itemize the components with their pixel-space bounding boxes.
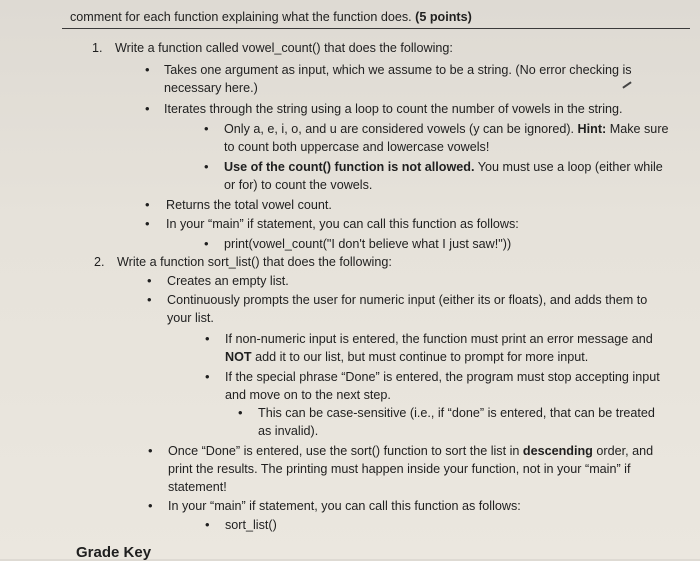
item2-bullet3-plain: Once “Done” is entered, use the sort() function to sort the list in bbox=[168, 444, 520, 458]
item2-sub1-line2 bbox=[225, 349, 588, 365]
item1-sub2-line1 bbox=[224, 159, 663, 175]
item1-title: Write a function called vowel_count() that does the following: bbox=[115, 41, 453, 55]
item1-bullet3: Returns the total vowel count. bbox=[166, 198, 332, 212]
item2-sub1-not: NOT bbox=[225, 350, 252, 364]
item1-sub1-line2: to count both uppercase and lowercase vowels! bbox=[224, 140, 490, 154]
item2-bullet1: Creates an empty list. bbox=[167, 274, 289, 288]
item2-code: sort_list() bbox=[225, 518, 277, 532]
item1-bullet1-line1: Takes one argument as input, which we assume to be a string. (No error checking is bbox=[164, 63, 632, 77]
item1-bullet2: Iterates through the string using a loop to count the number of vowels in the string. bbox=[164, 102, 623, 116]
bullet-icon: • bbox=[148, 443, 153, 458]
item2-bullet3-tail: order, and bbox=[596, 444, 654, 458]
item2-tertiary-line2: as invalid). bbox=[258, 424, 319, 438]
item2-number: 2. bbox=[94, 255, 105, 269]
header-text bbox=[70, 9, 472, 25]
item2-title: Write a function sort_list() that does the following: bbox=[117, 255, 392, 269]
bullet-icon: • bbox=[147, 292, 152, 307]
bullet-icon: • bbox=[145, 101, 150, 116]
item2-bullet3-line2: print the results. The printing must happen inside your function, not in your “main” if bbox=[168, 462, 631, 476]
item2-bullet4: In your “main” if statement, you can call this function as follows: bbox=[168, 499, 521, 513]
item1-sub1-line1 bbox=[224, 121, 669, 137]
bullet-icon: • bbox=[204, 236, 209, 251]
bullet-icon: • bbox=[145, 62, 150, 77]
item1-sub2-bold: Use of the count() function is not allowed. bbox=[224, 160, 475, 174]
pen-mark-icon bbox=[622, 81, 631, 88]
bullet-icon: • bbox=[145, 216, 150, 231]
item1-sub1-hint: Hint: bbox=[577, 122, 607, 136]
bullet-icon: • bbox=[145, 197, 150, 212]
bullet-icon: • bbox=[204, 121, 209, 136]
item2-sub1-line1: If non-numeric input is entered, the function must print an error message and bbox=[225, 332, 653, 346]
header-points: (5 points) bbox=[415, 10, 472, 24]
item2-bullet2-line2: your list. bbox=[167, 311, 214, 325]
item1-sub2-tail: You must use a loop (either while bbox=[477, 160, 663, 174]
item2-bullet3-line3: statement! bbox=[168, 480, 227, 494]
grade-key-heading: Grade Key bbox=[76, 544, 152, 561]
header-divider bbox=[62, 28, 690, 29]
item1-bullet1-line2: necessary here.) bbox=[164, 81, 258, 95]
bullet-icon: • bbox=[238, 405, 243, 420]
header-plain: comment for each function explaining what the function does. bbox=[70, 10, 412, 24]
item2-sub2-line1: If the special phrase “Done” is entered, the program must stop accepting input bbox=[225, 370, 660, 384]
item2-sub2-line2: and move on to the next step. bbox=[225, 388, 391, 402]
item2-bullet3-descending: descending bbox=[522, 444, 593, 458]
item1-code: print(vowel_count("I don't believe what I just saw!")) bbox=[224, 237, 512, 251]
item1-number: 1. bbox=[92, 41, 103, 55]
item2-bullet2-line1: Continuously prompts the user for numeric input (either its or floats), and adds them to bbox=[167, 293, 648, 307]
item1-sub1-plain: Only a, e, i, o, and u are considered vowels (y can be ignored). bbox=[224, 122, 575, 136]
item1-sub1-tail: Make sure bbox=[609, 122, 669, 136]
bullet-icon: • bbox=[204, 159, 209, 174]
bullet-icon: • bbox=[205, 517, 210, 532]
item2-tertiary-line1: This can be case-sensitive (i.e., if “done” is entered, that can be treated bbox=[258, 406, 655, 420]
item2-bullet3-line1 bbox=[168, 443, 653, 459]
item2-sub1-tail: add it to our list, but must continue to prompt for more input. bbox=[255, 350, 589, 364]
item1-sub2-line2: or for) to count the vowels. bbox=[224, 178, 373, 192]
item1-bullet4: In your “main” if statement, you can call this function as follows: bbox=[166, 217, 519, 231]
bullet-icon: • bbox=[147, 273, 152, 288]
bullet-icon: • bbox=[148, 498, 153, 513]
bullet-icon: • bbox=[205, 331, 210, 346]
bullet-icon: • bbox=[205, 369, 210, 384]
